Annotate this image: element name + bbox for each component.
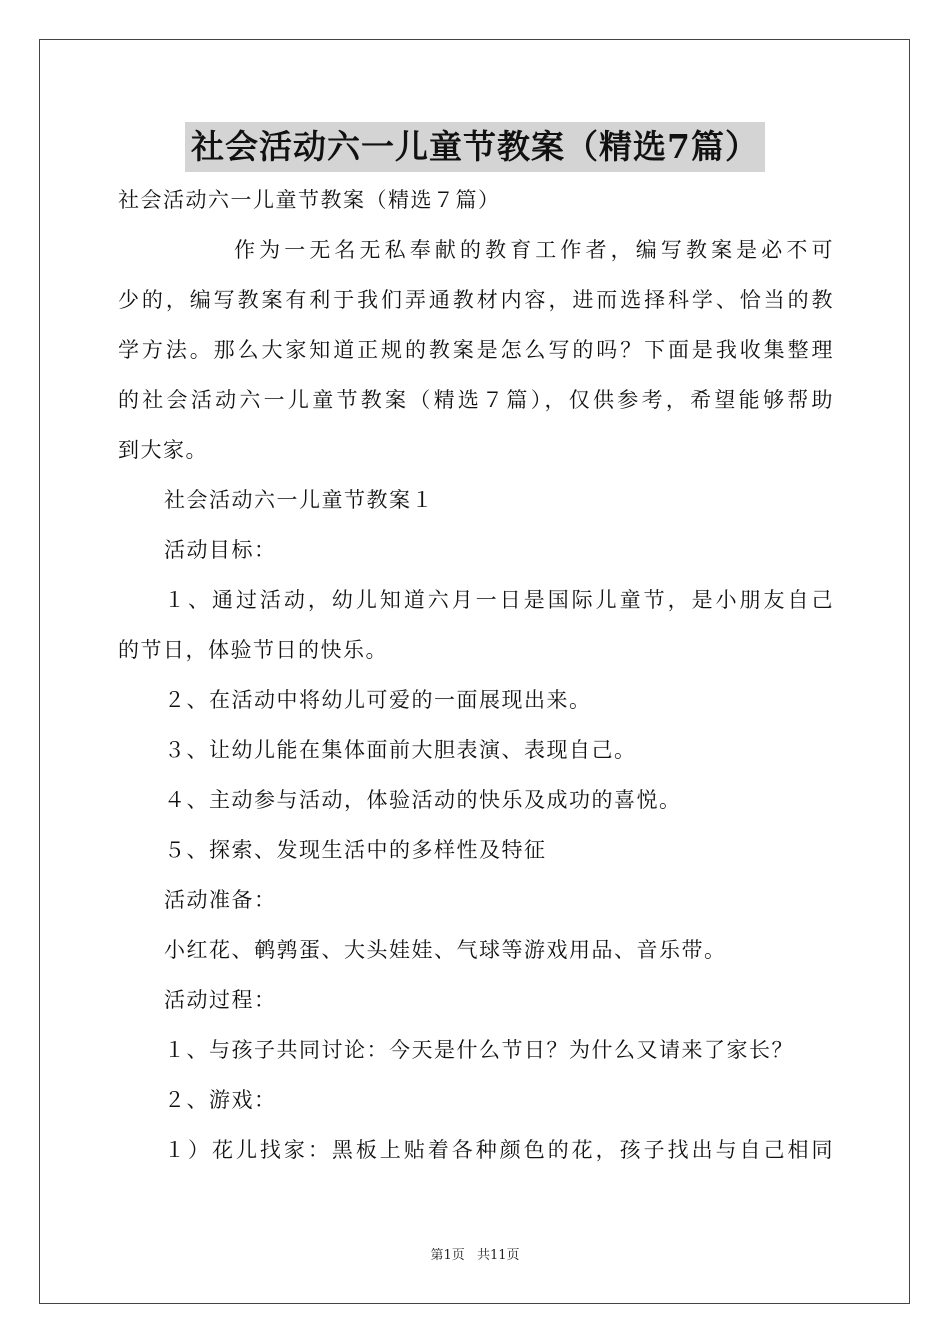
page-footer bbox=[0, 1244, 950, 1263]
section-heading: 社会活动六一儿童节教案１ bbox=[164, 488, 434, 512]
goal-item-5: ５、探索、发现生活中的多样性及特征 bbox=[164, 838, 547, 862]
title-area bbox=[0, 122, 950, 172]
intro-line-5: 到大家。 bbox=[118, 438, 208, 462]
process-item-1: １、与孩子共同讨论：今天是什么节日？为什么又请来了家长？ bbox=[164, 1038, 794, 1062]
goal-item-1-cont: 的节日，体验节日的快乐。 bbox=[118, 638, 388, 662]
document-title: 社会活动六一儿童节教案（精选7篇） bbox=[185, 122, 765, 172]
page-total: 共11页 bbox=[476, 1248, 520, 1263]
process-item-2: ２、游戏： bbox=[164, 1088, 277, 1112]
intro-line-2: 少的，编写教案有利于我们弄通教材内容，进而选择科学、恰当的教 bbox=[118, 288, 834, 312]
intro-line-1: 作为一无名无私奉献的教育工作者，编写教案是必不可 bbox=[234, 238, 834, 262]
goal-item-1: １、通过活动，幼儿知道六月一日是国际儿童节，是小朋友自己 bbox=[164, 588, 834, 612]
goals-heading: 活动目标： bbox=[164, 538, 277, 562]
goal-item-2: ２、在活动中将幼儿可爱的一面展现出来。 bbox=[164, 688, 592, 712]
goal-item-4: ４、主动参与活动，体验活动的快乐及成功的喜悦。 bbox=[164, 788, 682, 812]
subtitle-line: 社会活动六一儿童节教案（精选７篇） bbox=[118, 188, 501, 212]
prep-heading: 活动准备： bbox=[164, 888, 277, 912]
intro-line-3: 学方法。那么大家知道正规的教案是怎么写的吗？下面是我收集整理 bbox=[118, 338, 834, 362]
intro-line-4: 的社会活动六一儿童节教案（精选７篇），仅供参考，希望能够帮助 bbox=[118, 388, 834, 412]
prep-items: 小红花、鹌鹑蛋、大头娃娃、气球等游戏用品、音乐带。 bbox=[164, 938, 727, 962]
process-heading: 活动过程： bbox=[164, 988, 277, 1012]
goal-item-3: ３、让幼儿能在集体面前大胆表演、表现自己。 bbox=[164, 738, 637, 762]
document-body bbox=[118, 175, 834, 1175]
page-number: 第1页 bbox=[430, 1248, 465, 1263]
process-subitem-1: １）花儿找家：黑板上贴着各种颜色的花，孩子找出与自己相同 bbox=[164, 1138, 834, 1162]
